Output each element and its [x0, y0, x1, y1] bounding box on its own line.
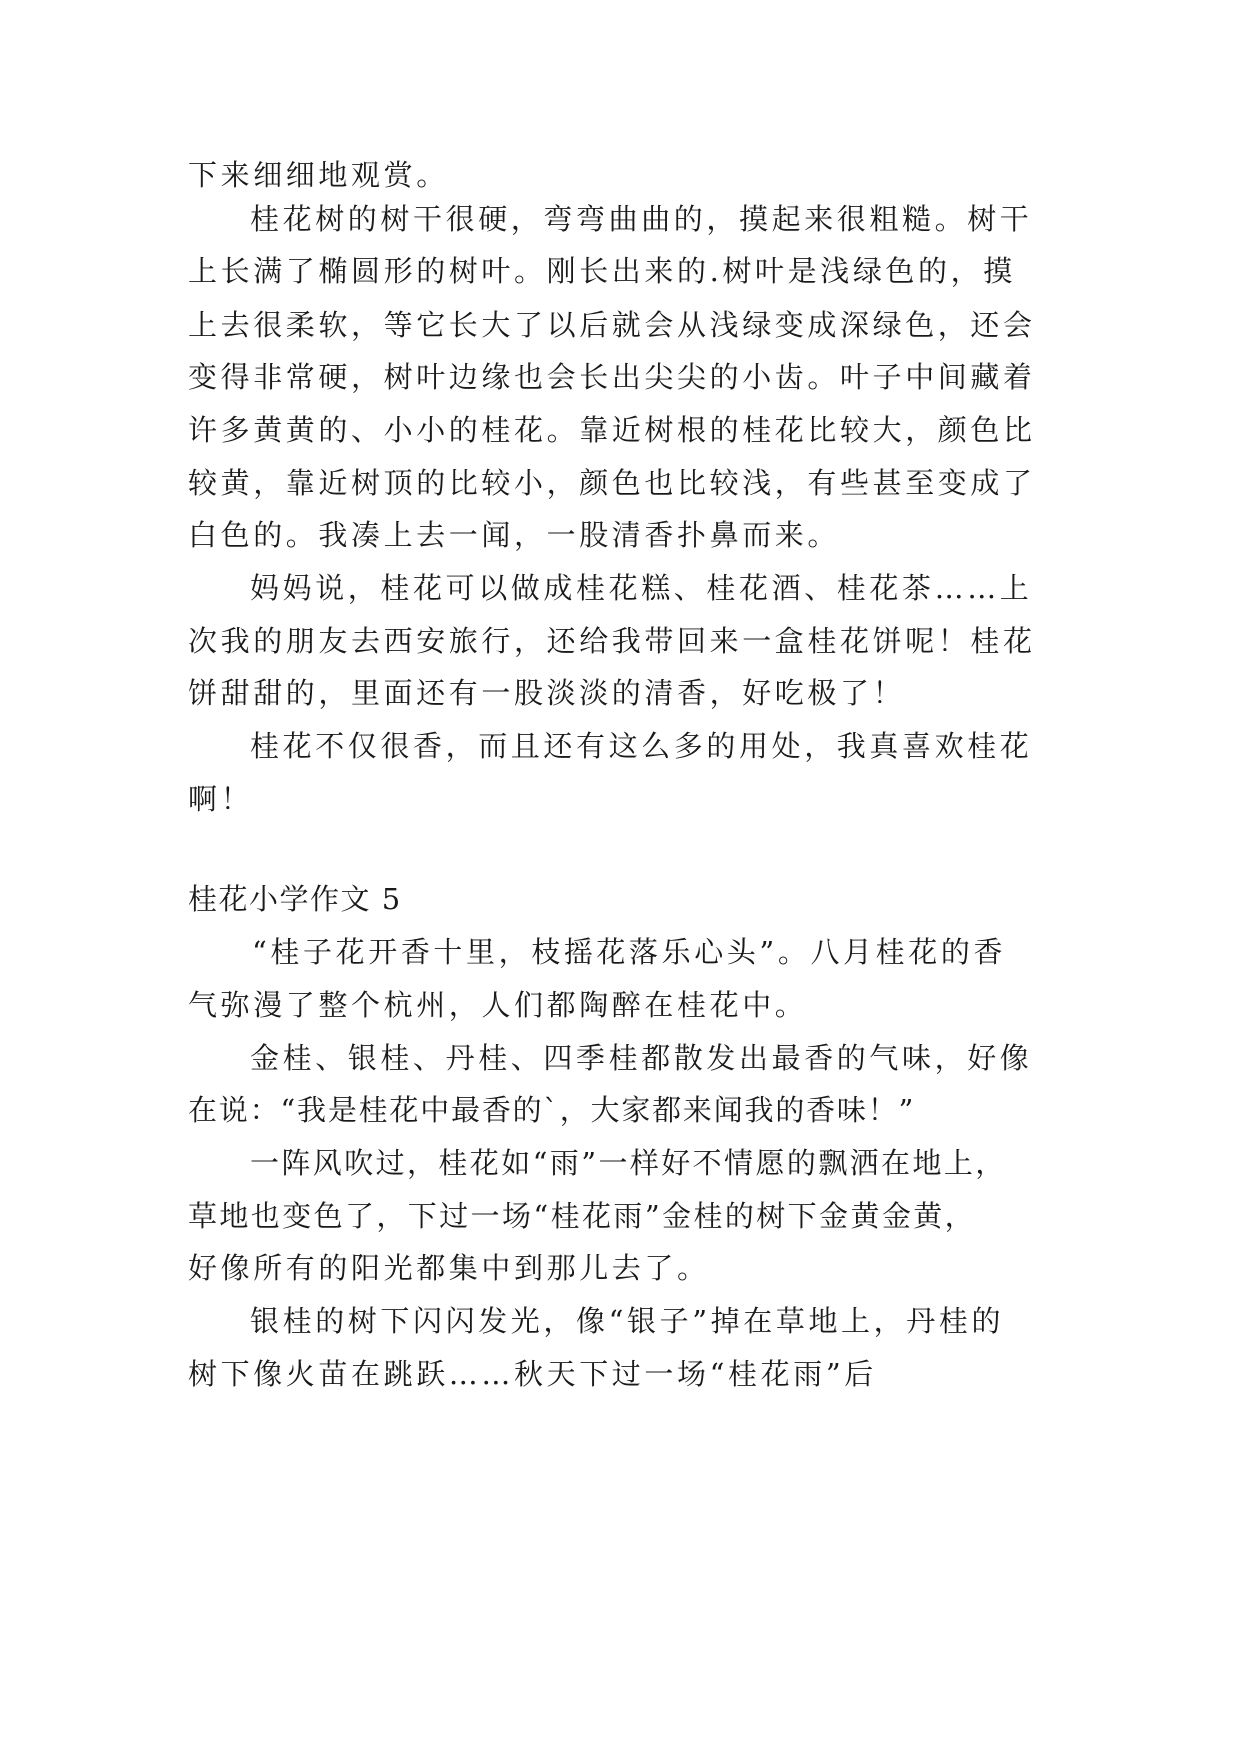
paragraph-start-line: 妈妈说，桂花可以做成桂花糕、桂花酒、桂花茶……上: [250, 571, 1033, 605]
text-line: 气弥漫了整个杭州，人们都陶醉在桂花中。: [188, 988, 808, 1022]
text-line: 饼甜甜的，里面还有一股淡淡的清香，好吃极了！: [188, 676, 906, 710]
text-line: 草地也变色了，下过一场“桂花雨”金桂的树下金黄金黄，: [188, 1199, 977, 1233]
text-line: 白色的。我凑上去一闻，一股清香扑鼻而来。: [188, 518, 841, 552]
text-line: 次我的朋友去西安旅行，还给我带回来一盒桂花饼呢！桂花: [188, 624, 1036, 658]
section-title: 桂花小学作文 5: [188, 882, 402, 916]
paragraph-start-line: 银桂的树下闪闪发光，像“银子”掉在草地上，丹桂的: [250, 1304, 1005, 1338]
text-line: 下来细细地观赏。: [188, 158, 449, 192]
text-line: 啊！: [188, 782, 254, 816]
paragraph-start-line: 桂花不仅很香，而且还有这么多的用处，我真喜欢桂花: [250, 729, 1033, 763]
text-line: 好像所有的阳光都集中到那儿去了。: [188, 1251, 710, 1285]
paragraph-start-line: 桂花树的树干很硬，弯弯曲曲的，摸起来很粗糙。树干: [250, 202, 1033, 236]
text-line: 树下像火苗在跳跃……秋天下过一场“桂花雨”后: [188, 1357, 877, 1391]
text-line: 较黄，靠近树顶的比较小，颜色也比较浅，有些甚至变成了: [188, 466, 1036, 500]
text-line: 上长满了椭圆形的树叶。刚长出来的.树叶是浅绿色的，摸: [188, 254, 1016, 288]
paragraph-start-line: 一阵风吹过，桂花如“雨”一样好不情愿的飘洒在地上，: [250, 1146, 1007, 1180]
text-line: 在说：“我是桂花中最香的`，大家都来闻我的香味！”: [188, 1093, 916, 1127]
paragraph-start-line: “桂子花开香十里，枝摇花落乐心头”。八月桂花的香: [252, 935, 1007, 969]
text-line: 许多黄黄的、小小的桂花。靠近树根的桂花比较大，颜色比: [188, 413, 1036, 447]
text-line: 上去很柔软，等它长大了以后就会从浅绿变成深绿色，还会: [188, 308, 1036, 342]
paragraph-start-line: 金桂、银桂、丹桂、四季桂都散发出最香的气味，好像: [250, 1041, 1033, 1075]
text-line: 变得非常硬，树叶边缘也会长出尖尖的小齿。叶子中间藏着: [188, 360, 1036, 394]
